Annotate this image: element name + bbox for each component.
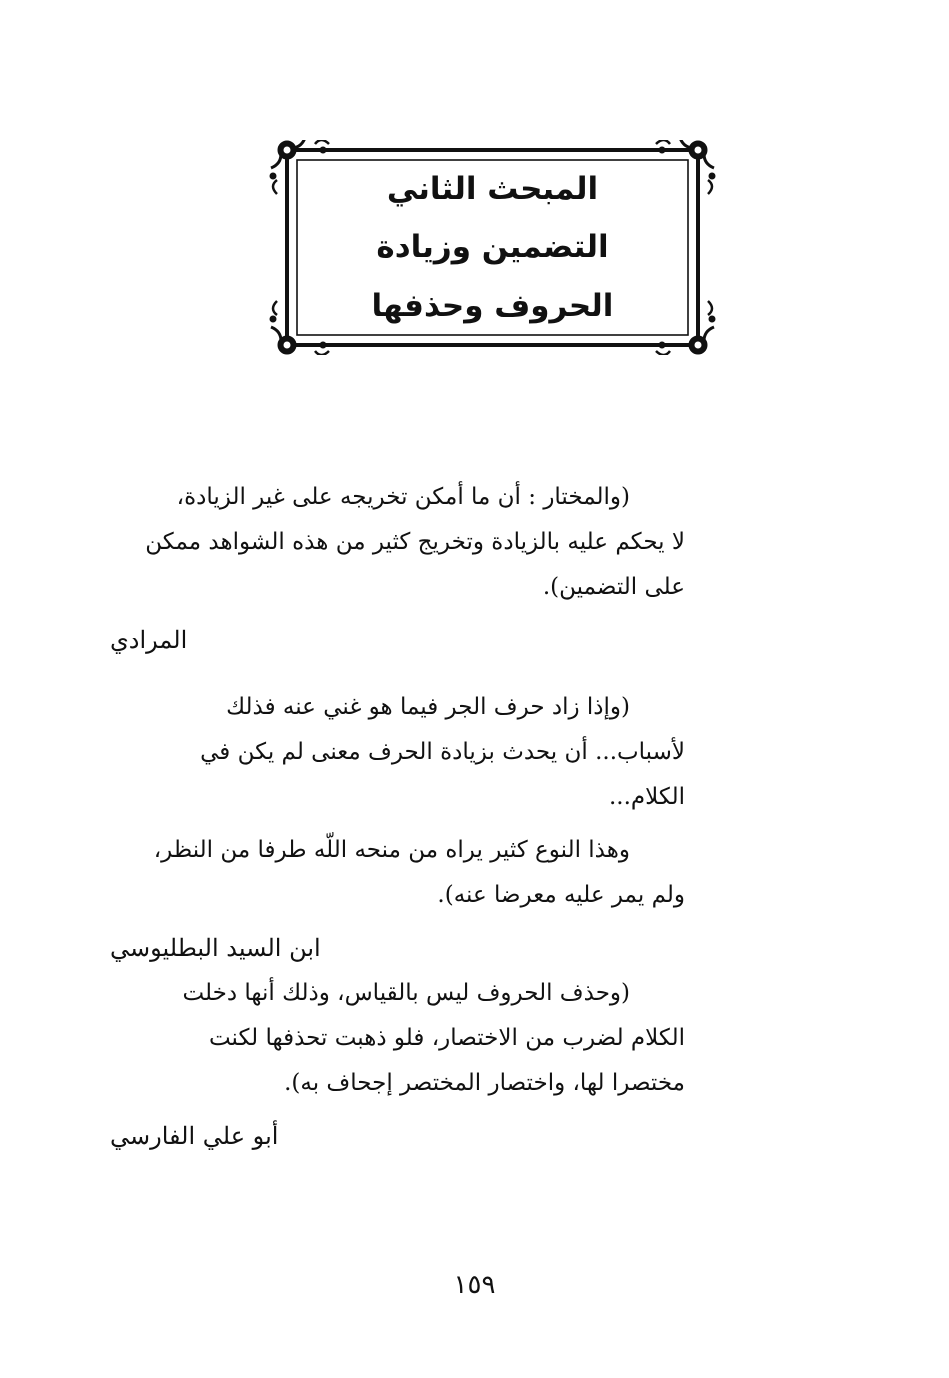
heading-title-block	[305, 160, 680, 335]
heading-line-2: التضمين وزيادة	[376, 229, 609, 266]
quote-2-text: (وإذا زاد حرف الجر فيما هو غني عنه فذلك لأسباب... أن يحدث بزيادة الحرف معنى لم يكن في الكلام...	[200, 694, 685, 810]
heading-line-3: الحروف وحذفها	[371, 287, 614, 324]
quote-3-author: أبو علي الفارسي	[110, 1122, 279, 1150]
heading-line-1: المبحث الثاني	[386, 171, 599, 208]
page-body	[110, 475, 685, 1159]
quote-1-author: المرادي	[110, 626, 188, 654]
quote-1-text: (والمختار : أن ما أمكن تخريجه على غير الزيادة، لا يحكم عليه بالزيادة وتخريج كثير من هذه الشواهد ممكن على التضمين).	[145, 484, 685, 600]
quote-2-author: ابن السيد البطليوسي	[110, 934, 321, 962]
page-number: ١٥٩	[453, 1270, 496, 1300]
heading-frame	[265, 140, 720, 355]
quote-3-text: (وحذف الحروف ليس بالقياس، وذلك أنها دخلت الكلام لضرب من الاختصار، فلو ذهبت تحذفها لكنت مختصرا لها، واختصار المختصر إجحاف به).	[182, 980, 685, 1096]
quote-2-text-continued: وهذا النوع كثير يراه من منحه اللّه طرفا من النظر، ولم يمر عليه معرضا عنه).	[153, 837, 685, 908]
